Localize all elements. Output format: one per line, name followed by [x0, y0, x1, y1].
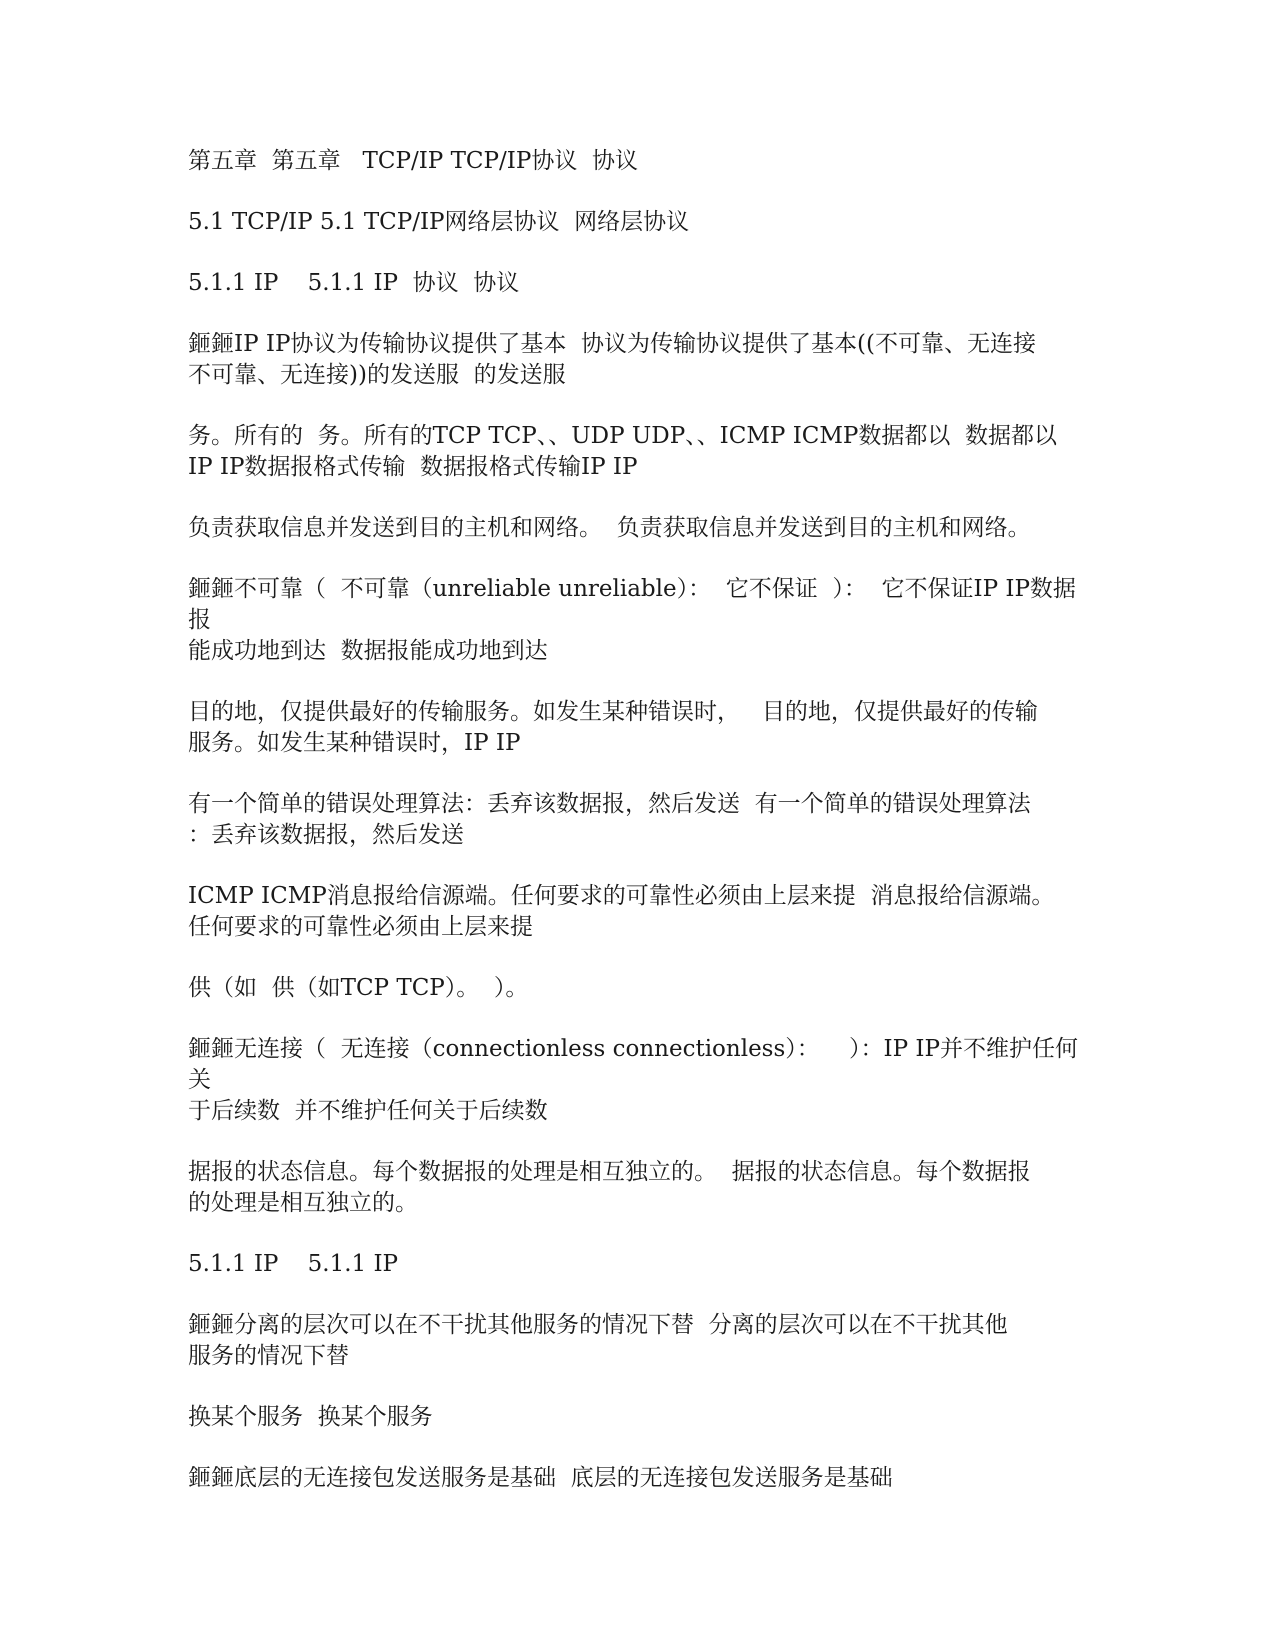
- document-body: [188, 146, 1088, 1524]
- paragraph: 据报的状态信息。每个数据报的处理是相互独立的。 据报的状态信息。每个数据报 的处理是相互独立的。: [188, 1159, 1031, 1216]
- subsection-heading: 5.1.1 IP 5.1.1 IP: [188, 1251, 399, 1277]
- paragraph: 鉔鉔IP IP协议为传输协议提供了基本 协议为传输协议提供了基本((不可靠、无连接 不可靠、无连接))的发送服 的发送服: [188, 331, 1037, 388]
- section-heading: 5.1 TCP/IP 5.1 TCP/IP网络层协议 网络层协议: [188, 209, 690, 235]
- paragraph: ICMP ICMP消息报给信源端。任何要求的可靠性必须由上层来提 消息报给信源端。 任何要求的可靠性必须由上层来提: [188, 883, 1055, 940]
- paragraph: 鉔鉔不可靠（ 不可靠（unreliable unreliable）： 它不保证 ）： 它不保证IP IP数据报 能成功地到达 数据报能成功地到达: [188, 576, 1076, 664]
- paragraph: 负责获取信息并发送到目的主机和网络。 负责获取信息并发送到目的主机和网络。: [188, 515, 1031, 541]
- paragraph: 鉔鉔底层的无连接包发送服务是基础 底层的无连接包发送服务是基础: [188, 1465, 893, 1491]
- paragraph: 鉔鉔无连接（ 无连接（connectionless connectionless）： ）：IP IP并不维护任何关 于后续数 并不维护任何关于后续数: [188, 1036, 1078, 1124]
- paragraph: 鉔鉔分离的层次可以在不干扰其他服务的情况下替 分离的层次可以在不干扰其他 服务的情况下替: [188, 1312, 1008, 1369]
- paragraph: 换某个服务 换某个服务: [188, 1404, 433, 1430]
- subsection-heading: 5.1.1 IP 5.1.1 IP 协议 协议: [188, 270, 520, 296]
- paragraph: 目的地，仅提供最好的传输服务。如发生某种错误时， 目的地，仅提供最好的传输 服务。如发生某种错误时，IP IP: [188, 699, 1038, 756]
- chapter-heading: 第五章 第五章 TCP/IP TCP/IP协议 协议: [188, 148, 638, 174]
- paragraph: 有一个简单的错误处理算法：丢弃该数据报，然后发送 有一个简单的错误处理算法 ：丢弃该数据报，然后发送: [188, 791, 1031, 848]
- paragraph: 供（如 供（如TCP TCP）。 ）。: [188, 975, 529, 1001]
- paragraph: 务。所有的 务。所有的TCP TCP、、UDP UDP、、ICMP ICMP数据都以 数据都以 IP IP数据报格式传输 数据报格式传输IP IP: [188, 423, 1058, 480]
